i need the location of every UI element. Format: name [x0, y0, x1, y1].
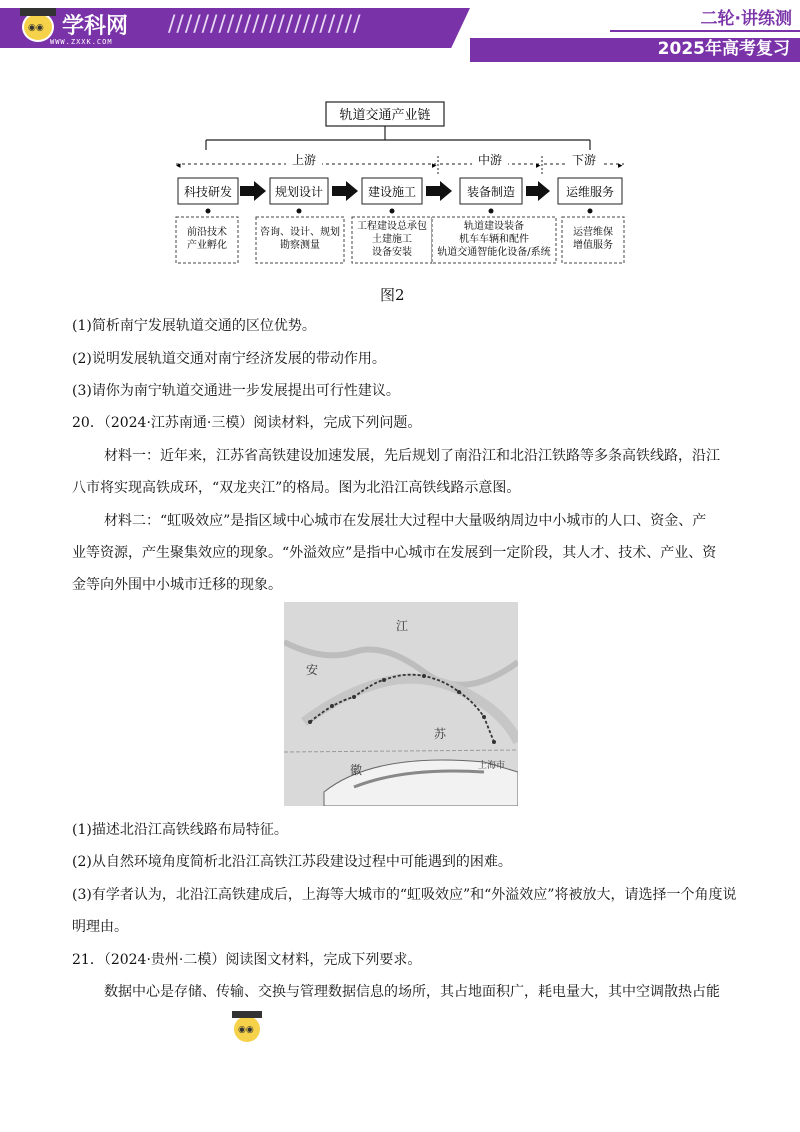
q20-material2-line2: 业等资源，产生聚集效应的现象。“外溢效应”是指中心城市在发展到一定阶段，其人才、技术、产业、资 — [72, 545, 717, 561]
map-label-hui: 徽 — [350, 763, 363, 777]
q20-material1-line1: 材料一：近年来，江苏省高铁建设加速发展，先后规划了南沿江和北沿江铁路等多条高铁线路，沿江 — [104, 448, 720, 464]
q19-sub3: (3)请你为南宁轨道交通进一步发展提出可行性建议。 — [72, 383, 400, 399]
arrow-left-icon: ◂ — [176, 161, 181, 171]
brand-url: WWW.ZXXK.COM — [50, 38, 113, 46]
stage-midstream: 中游 — [477, 153, 503, 167]
exam-subtitle: 2025年高考复习 — [657, 39, 790, 59]
thick-arrow-icon — [526, 181, 550, 201]
detail-text: 运营维保 — [573, 227, 613, 238]
detail-text: 产业孵化 — [187, 240, 227, 251]
detail-text: 设备安装 — [372, 247, 412, 258]
railway-map — [284, 602, 518, 806]
step-label: 建设施工 — [367, 185, 417, 199]
q20-material2-line3: 金等向外围中小城市迁移的现象。 — [72, 577, 282, 593]
series-title: 二轮·讲练测 — [700, 9, 792, 29]
step-connector-dot — [390, 209, 395, 214]
step-label: 科技研发 — [183, 185, 233, 199]
decorative-stripes: /////////////////////// — [168, 12, 362, 37]
detail-text: 咨询、设计、规划 — [260, 227, 340, 238]
step-connector-dot — [297, 209, 302, 214]
step-label: 装备制造 — [466, 185, 516, 199]
step-connector-dot — [588, 209, 593, 214]
page-header — [0, 0, 800, 62]
map-label-shanghai: 上海市 — [478, 761, 506, 771]
q20-stem: 20．（2024·江苏南通·三模）阅读材料，完成下列问题。 — [72, 415, 422, 431]
map-label-jiang: 江 — [396, 619, 409, 633]
q20-material2-line1: 材料二：“虹吸效应”是指区域中心城市在发展壮大过程中大量吸纳周边中小城市的人口、资金、产 — [104, 513, 707, 529]
thick-arrow-icon — [240, 181, 266, 201]
chain-title: 轨道交通产业链 — [339, 108, 431, 123]
q20-sub3-line2: 明理由。 — [72, 919, 128, 935]
arrow-right-icon: ▸ — [432, 161, 437, 171]
detail-text: 工程建设总承包 — [357, 221, 427, 232]
arrow-right-icon: ▸ — [536, 161, 541, 171]
detail-text: 轨道交通智能化设备/系统 — [437, 247, 551, 258]
q20-sub3-line1: (3)有学者认为，北沿江高铁建成后，上海等大城市的“虹吸效应”和“外溢效应”将被放大，请选择一个角度说 — [72, 887, 737, 903]
detail-text: 增值服务 — [573, 240, 613, 251]
detail-text: 土建施工 — [372, 234, 412, 245]
q19-sub2: (2)说明发展轨道交通对南宁经济发展的带动作用。 — [72, 351, 386, 367]
mascot-watermark-icon: ◉◉ — [234, 1016, 260, 1042]
map-label-su: 苏 — [434, 727, 447, 741]
arrow-right-icon: ▸ — [618, 161, 623, 171]
thick-arrow-icon — [332, 181, 358, 201]
q20-sub2: (2)从自然环境角度简析北沿江高铁江苏段建设过程中可能遇到的困难。 — [72, 854, 512, 870]
detail-text: 机车车辆和配件 — [459, 234, 529, 245]
thick-arrow-icon — [426, 181, 452, 201]
header-divider — [610, 30, 800, 32]
step-connector-dot — [206, 209, 211, 214]
mascot-icon: ◉◉ — [22, 12, 54, 42]
q20-sub1: (1)描述北沿江高铁线路布局特征。 — [72, 822, 288, 838]
step-label: 运维服务 — [565, 185, 615, 199]
stage-downstream: 下游 — [571, 153, 597, 167]
detail-text: 轨道建设装备 — [464, 221, 524, 232]
q21-body: 数据中心是存储、传输、交换与管理数据信息的场所，其占地面积广，耗电量大，其中空调散热占能 — [104, 984, 720, 1000]
industry-chain-diagram — [170, 98, 630, 270]
detail-text: 前沿技术 — [187, 227, 227, 238]
brand-name: 学科网 — [62, 14, 129, 39]
detail-text: 勘察测量 — [280, 240, 320, 251]
q20-material1-line2: 八市将实现高铁成环，“双龙夹江”的格局。图为北沿江高铁线路示意图。 — [72, 480, 521, 496]
map-label-an: 安 — [306, 663, 319, 677]
figure-caption: 图2 — [380, 286, 405, 304]
step-label: 规划设计 — [274, 185, 324, 199]
q19-sub1: (1)简析南宁发展轨道交通的区位优势。 — [72, 318, 316, 334]
stage-upstream: 上游 — [291, 153, 317, 167]
step-connector-dot — [489, 209, 494, 214]
q21-stem: 21．（2024·贵州·二模）阅读图文材料，完成下列要求。 — [72, 952, 422, 968]
